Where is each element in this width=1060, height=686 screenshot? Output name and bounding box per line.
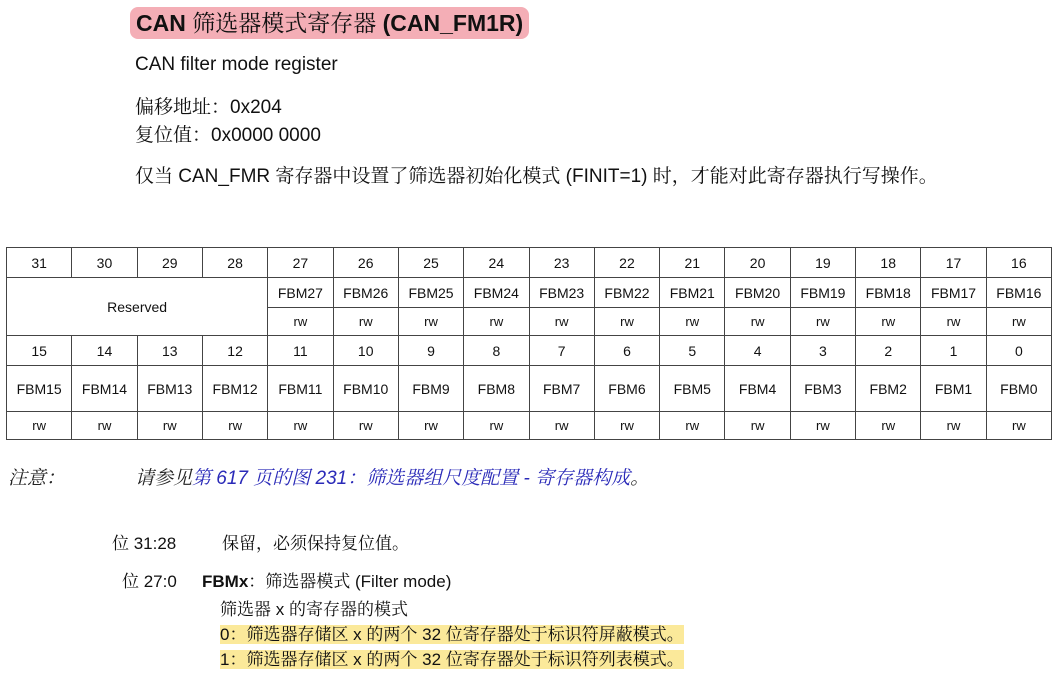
access-fbm16: rw (986, 308, 1051, 336)
field-fbm6: FBM6 (594, 366, 659, 412)
bit-number-6: 6 (594, 336, 659, 366)
access-fbm12: rw (202, 412, 267, 440)
bit-number-25: 25 (398, 248, 463, 278)
bits-27-0-line3: 1：筛选器存储区 x 的两个 32 位寄存器处于标识符列表模式。 (220, 650, 684, 669)
field-fbm4: FBM4 (725, 366, 790, 412)
access-fbm2: rw (856, 412, 921, 440)
field-fbm11: FBM11 (268, 366, 333, 412)
access-fbm18: rw (856, 308, 921, 336)
bit-number-12: 12 (202, 336, 267, 366)
field-fbm20: FBM20 (725, 278, 790, 308)
bit-number-1: 1 (921, 336, 986, 366)
field-fbm7: FBM7 (529, 366, 594, 412)
field-fbm23: FBM23 (529, 278, 594, 308)
bit-number-5: 5 (660, 336, 725, 366)
bits-31-28-desc: 保留，必须保持复位值。 (222, 534, 409, 553)
field-fbm15: FBM15 (7, 366, 72, 412)
field-fbm13: FBM13 (137, 366, 202, 412)
access-fbm19: rw (790, 308, 855, 336)
access-fbm27: rw (268, 308, 333, 336)
field-fbm0: FBM0 (986, 366, 1051, 412)
bit-number-15: 15 (7, 336, 72, 366)
field-fbm26: FBM26 (333, 278, 398, 308)
access-fbm5: rw (660, 412, 725, 440)
access-fbm9: rw (398, 412, 463, 440)
field-fbm8: FBM8 (464, 366, 529, 412)
register-title: CAN 筛选器模式寄存器 (CAN_FM1R) (130, 7, 529, 39)
bit-number-7: 7 (529, 336, 594, 366)
bits-27-0-field: FBMx：筛选器模式 (Filter mode) (202, 572, 452, 591)
bit-number-21: 21 (660, 248, 725, 278)
access-fbm26: rw (333, 308, 398, 336)
bit-number-10: 10 (333, 336, 398, 366)
access-fbm25: rw (398, 308, 463, 336)
access-fbm10: rw (333, 412, 398, 440)
field-fbm16: FBM16 (986, 278, 1051, 308)
figure-link[interactable]: 第 617 页的图 231：筛选器组尺度配置 - 寄存器构成 (192, 468, 631, 489)
field-fbm9: FBM9 (398, 366, 463, 412)
bit-number-17: 17 (921, 248, 986, 278)
field-fbm14: FBM14 (72, 366, 137, 412)
field-fbm19: FBM19 (790, 278, 855, 308)
bit-number-11: 11 (268, 336, 333, 366)
field-fbm3: FBM3 (790, 366, 855, 412)
access-fbm7: rw (529, 412, 594, 440)
access-fbm11: rw (268, 412, 333, 440)
bit-number-29: 29 (137, 248, 202, 278)
access-fbm13: rw (137, 412, 202, 440)
bit-number-13: 13 (137, 336, 202, 366)
access-fbm3: rw (790, 412, 855, 440)
bit-number-18: 18 (856, 248, 921, 278)
reserved-field: Reserved (7, 278, 268, 336)
access-fbm17: rw (921, 308, 986, 336)
access-fbm23: rw (529, 308, 594, 336)
field-fbm21: FBM21 (660, 278, 725, 308)
bit-number-26: 26 (333, 248, 398, 278)
bit-number-19: 19 (790, 248, 855, 278)
bit-number-8: 8 (464, 336, 529, 366)
bits-27-0-line2: 0：筛选器存储区 x 的两个 32 位寄存器处于标识符屏蔽模式。 (220, 625, 684, 644)
bits-27-0-line1: 筛选器 x 的寄存器的模式 (220, 600, 408, 619)
access-fbm8: rw (464, 412, 529, 440)
bits-27-0-range: 位 27:0 (122, 572, 177, 591)
access-fbm22: rw (594, 308, 659, 336)
bit-number-2: 2 (856, 336, 921, 366)
field-fbm18: FBM18 (856, 278, 921, 308)
bit-number-9: 9 (398, 336, 463, 366)
field-fbm10: FBM10 (333, 366, 398, 412)
bit-number-22: 22 (594, 248, 659, 278)
register-description: 仅当 CAN_FMR 寄存器中设置了筛选器初始化模式 (FINIT=1) 时，才能对此寄存器执行写操作。 (135, 166, 938, 187)
field-fbm27: FBM27 (268, 278, 333, 308)
field-fbm25: FBM25 (398, 278, 463, 308)
field-fbm22: FBM22 (594, 278, 659, 308)
bits-31-28-range: 位 31:28 (112, 534, 177, 553)
field-fbm12: FBM12 (202, 366, 267, 412)
bit-number-23: 23 (529, 248, 594, 278)
access-fbm20: rw (725, 308, 790, 336)
bit-number-16: 16 (986, 248, 1051, 278)
field-fbm24: FBM24 (464, 278, 529, 308)
bit-number-27: 27 (268, 248, 333, 278)
access-fbm14: rw (72, 412, 137, 440)
access-fbm24: rw (464, 308, 529, 336)
bit-number-30: 30 (72, 248, 137, 278)
bit-number-4: 4 (725, 336, 790, 366)
access-fbm21: rw (660, 308, 725, 336)
note-text: 请参见第 617 页的图 231：筛选器组尺度配置 - 寄存器构成。 (135, 468, 650, 489)
bit-number-14: 14 (72, 336, 137, 366)
bit-number-28: 28 (202, 248, 267, 278)
bit-number-20: 20 (725, 248, 790, 278)
field-fbm2: FBM2 (856, 366, 921, 412)
access-fbm15: rw (7, 412, 72, 440)
access-fbm0: rw (986, 412, 1051, 440)
note-label: 注意： (8, 468, 66, 489)
field-fbm5: FBM5 (660, 366, 725, 412)
register-subtitle: CAN filter mode register (135, 54, 338, 75)
bit-number-3: 3 (790, 336, 855, 366)
bit-number-0: 0 (986, 336, 1051, 366)
bit-number-31: 31 (7, 248, 72, 278)
bit-number-24: 24 (464, 248, 529, 278)
access-fbm6: rw (594, 412, 659, 440)
field-fbm1: FBM1 (921, 366, 986, 412)
access-fbm4: rw (725, 412, 790, 440)
reset-value: 复位值：0x0000 0000 (135, 125, 321, 146)
access-fbm1: rw (921, 412, 986, 440)
field-fbm17: FBM17 (921, 278, 986, 308)
register-bit-table (6, 247, 1052, 440)
offset-address: 偏移地址：0x204 (135, 97, 282, 118)
field-name: FBMx (202, 572, 249, 591)
